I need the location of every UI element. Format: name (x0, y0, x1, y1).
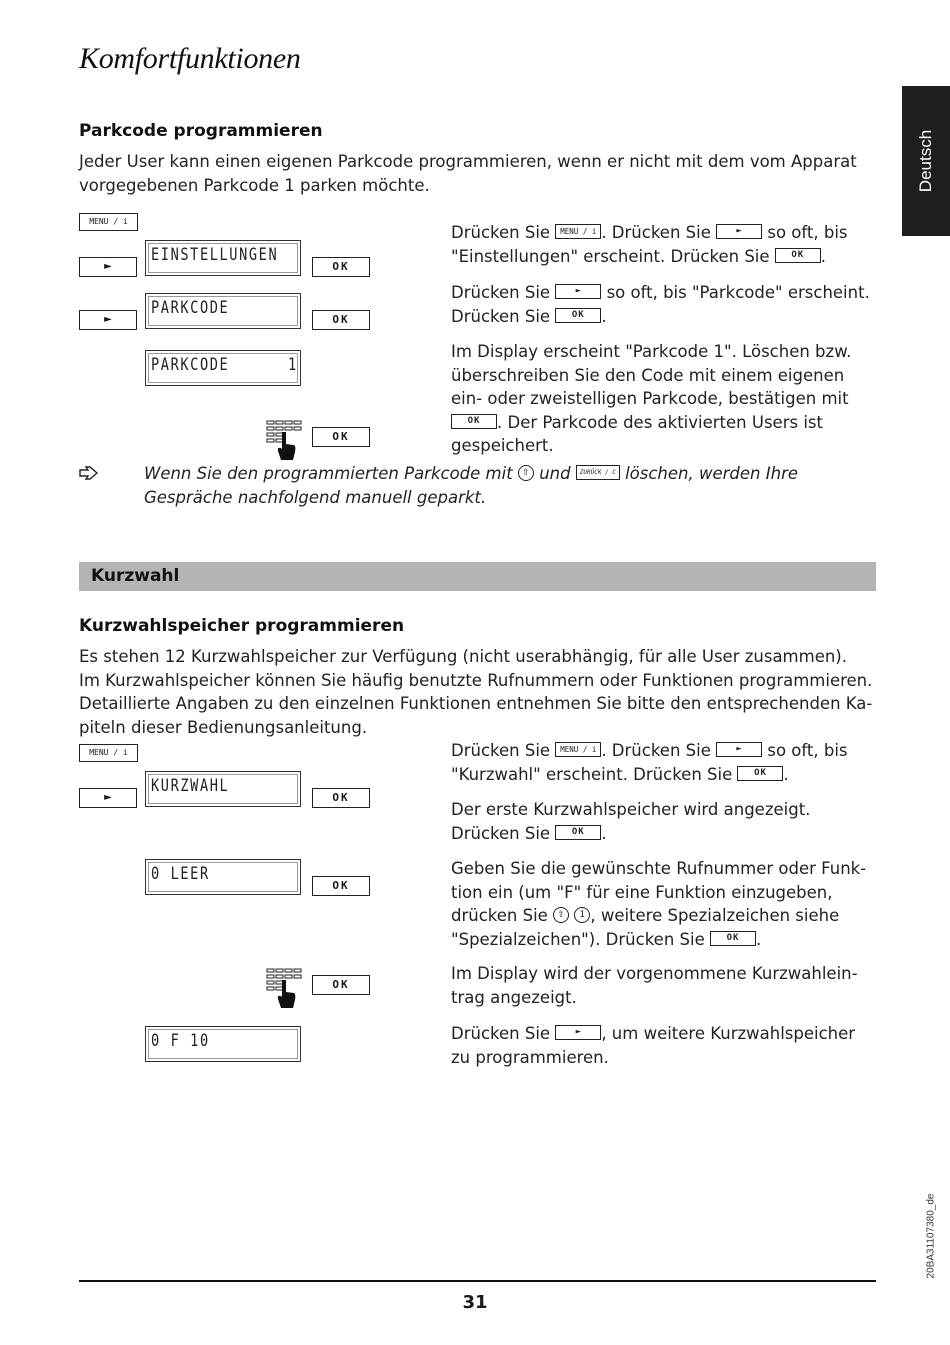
parkcode-intro (79, 150, 879, 197)
menu-key-inline: MENU / i (555, 224, 601, 239)
kurzwahl-intro-line: Im Kurzwahlspeicher können Sie häufig benutzte Rufnummern oder Funktionen programmieren. (79, 670, 873, 690)
step-text: . (601, 306, 607, 326)
language-tab (902, 86, 950, 236)
step-text: tion ein (um "F" für eine Funktion einzugeben, (451, 882, 833, 902)
step-text: Drücken Sie (451, 1024, 551, 1043)
step-text: zu programmieren. (451, 1047, 609, 1067)
display-text: PARKCODE (151, 298, 230, 318)
display-leer (145, 859, 301, 895)
step-text: . Drücken Sie (601, 223, 711, 242)
ok-key-inline: OK (710, 931, 756, 946)
parkcode-heading: Parkcode programmieren (79, 121, 323, 141)
keypad-hand-icon (265, 966, 309, 1010)
display-text: EINSTELLUNGEN (151, 245, 279, 265)
parkcode-intro-line1: Jeder User kann einen eigenen Parkcode programmieren, wenn er nicht mit dem vom Apparat (79, 152, 857, 171)
step-text: "Einstellungen" erscheint. Drücken Sie (451, 246, 770, 266)
arrow-key-inline: ► (555, 1025, 601, 1040)
ok-key-inline: OK (451, 414, 497, 429)
step-text: ein- oder zweistelligen Parkcode, bestätigen mit (451, 389, 849, 408)
arrow-key-inline: ► (555, 284, 601, 299)
display-einstellungen (145, 240, 301, 276)
note-text: Wenn Sie den programmierten Parkcode mit (144, 464, 513, 483)
arrow-key-inline: ► (716, 742, 762, 757)
step-text: . Der Parkcode des aktivierten Users ist (497, 412, 823, 432)
display-text: PARKCODE 1 (151, 355, 298, 375)
note-text: Gespräche nachfolgend manuell geparkt. (144, 488, 487, 507)
step-text: so oft, bis (767, 223, 848, 242)
step-text: überschreiben Sie den Code mit einem eigenen (451, 365, 845, 385)
note-hand-icon (79, 465, 99, 481)
section-bar-kurzwahl (79, 562, 876, 591)
step-text: "Spezialzeichen"). Drücken Sie (451, 929, 705, 949)
ok-key: OK (312, 427, 370, 447)
ok-key: OK (312, 975, 370, 995)
kurzwahl-step-1 (451, 739, 881, 786)
step-text: . (601, 823, 607, 843)
language-tab-label: Deutsch (916, 129, 935, 193)
kurzwahl-intro (79, 645, 889, 739)
step-text: Der erste Kurzwahlspeicher wird angezeigt. (451, 800, 811, 819)
step-text: Drücken Sie (451, 306, 551, 326)
step-text: . (783, 764, 789, 784)
keypad-hand-icon (265, 418, 309, 462)
kurzwahl-heading: Kurzwahlspeicher programmieren (79, 616, 405, 636)
step-text: trag angezeigt. (451, 987, 577, 1007)
menu-key: MENU / i (79, 213, 138, 231)
shift-key-symbol: ⇧ (518, 465, 534, 481)
display-text: 0 F 10 (151, 1031, 210, 1051)
step-text: Drücken Sie (451, 223, 551, 242)
section-bar-label: Kurzwahl (91, 566, 180, 586)
display-f10 (145, 1026, 301, 1062)
ok-key-inline: OK (555, 825, 601, 840)
ok-key: OK (312, 257, 370, 277)
step-text: Im Display erscheint "Parkcode 1". Löschen bzw. (451, 342, 852, 361)
parkcode-step-3 (451, 340, 881, 458)
parkcode-intro-line2: vorgegebenen Parkcode 1 parken möchte. (79, 175, 430, 195)
kurzwahl-step-2 (451, 798, 881, 845)
display-parkcode (145, 293, 301, 329)
step-text: so oft, bis (767, 741, 848, 760)
display-parkcode-1 (145, 350, 301, 386)
document-id (911, 1186, 950, 1286)
step-text: . (755, 929, 762, 949)
step-text: "Kurzwahl" erscheint. Drücken Sie (451, 764, 733, 784)
step-text: , weitere Spezialzeichen siehe (590, 906, 840, 925)
step-text: , um weitere Kurzwahlspeicher (601, 1024, 856, 1043)
arrow-key: ► (79, 788, 137, 808)
arrow-key-inline: ► (716, 224, 762, 239)
step-text: Drücken Sie (451, 741, 551, 760)
step-text: Geben Sie die gewünschte Rufnummer oder Funk- (451, 859, 867, 878)
page-title: Komfortfunktionen (79, 42, 301, 75)
display-text: KURZWAHL (151, 776, 230, 796)
menu-key-inline: MENU / i (555, 742, 601, 757)
kurzwahl-step-5 (451, 1022, 881, 1069)
step-text: Drücken Sie (451, 283, 551, 302)
step-text: Drücken Sie (451, 823, 551, 843)
kurzwahl-step-4 (451, 962, 881, 1009)
step-text: drücken Sie (451, 906, 548, 925)
display-kurzwahl (145, 771, 301, 807)
kurzwahl-intro-line: piteln dieser Bedienungsanleitung. (79, 717, 368, 737)
step-text: gespeichert. (451, 436, 554, 455)
parkcode-step-1 (451, 221, 881, 268)
ok-key-inline: OK (737, 766, 783, 781)
one-key-symbol: 1 (574, 907, 590, 923)
ok-key: OK (312, 788, 370, 808)
ok-key-inline: OK (555, 308, 601, 323)
kurzwahl-step-3 (451, 857, 881, 951)
display-text: 0 LEER (151, 864, 210, 884)
footer-rule (79, 1280, 876, 1282)
note-text: und (539, 464, 571, 483)
note-text: löschen, werden Ihre (625, 464, 798, 483)
ok-key: OK (312, 876, 370, 896)
kurzwahl-intro-line: Es stehen 12 Kurzwahlspeicher zur Verfügung (nicht userabhängig, für alle User zusammen). (79, 647, 847, 666)
kurzwahl-intro-line: Detaillierte Angaben zu den einzelnen Funktionen entnehmen Sie bitte den entsprechenden Ka- (79, 694, 873, 713)
step-text: so oft, bis "Parkcode" erscheint. (606, 283, 870, 302)
ok-key: OK (312, 310, 370, 330)
parkcode-step-2 (451, 281, 881, 328)
parkcode-note (144, 462, 864, 510)
document-id-text: 20BA31107380_de (925, 1193, 937, 1279)
arrow-key: ► (79, 310, 137, 330)
menu-key: MENU / i (79, 744, 138, 762)
step-text: . Drücken Sie (601, 741, 711, 760)
step-text: Im Display wird der vorgenommene Kurzwahlein- (451, 964, 858, 983)
ok-key-inline: OK (775, 248, 821, 263)
step-text: . (820, 246, 827, 266)
zurueck-key-inline: ZURÜCK / C (576, 465, 620, 480)
arrow-key: ► (79, 257, 137, 277)
shift-key-symbol: ⇧ (553, 907, 569, 923)
page-number: 31 (462, 1292, 488, 1313)
